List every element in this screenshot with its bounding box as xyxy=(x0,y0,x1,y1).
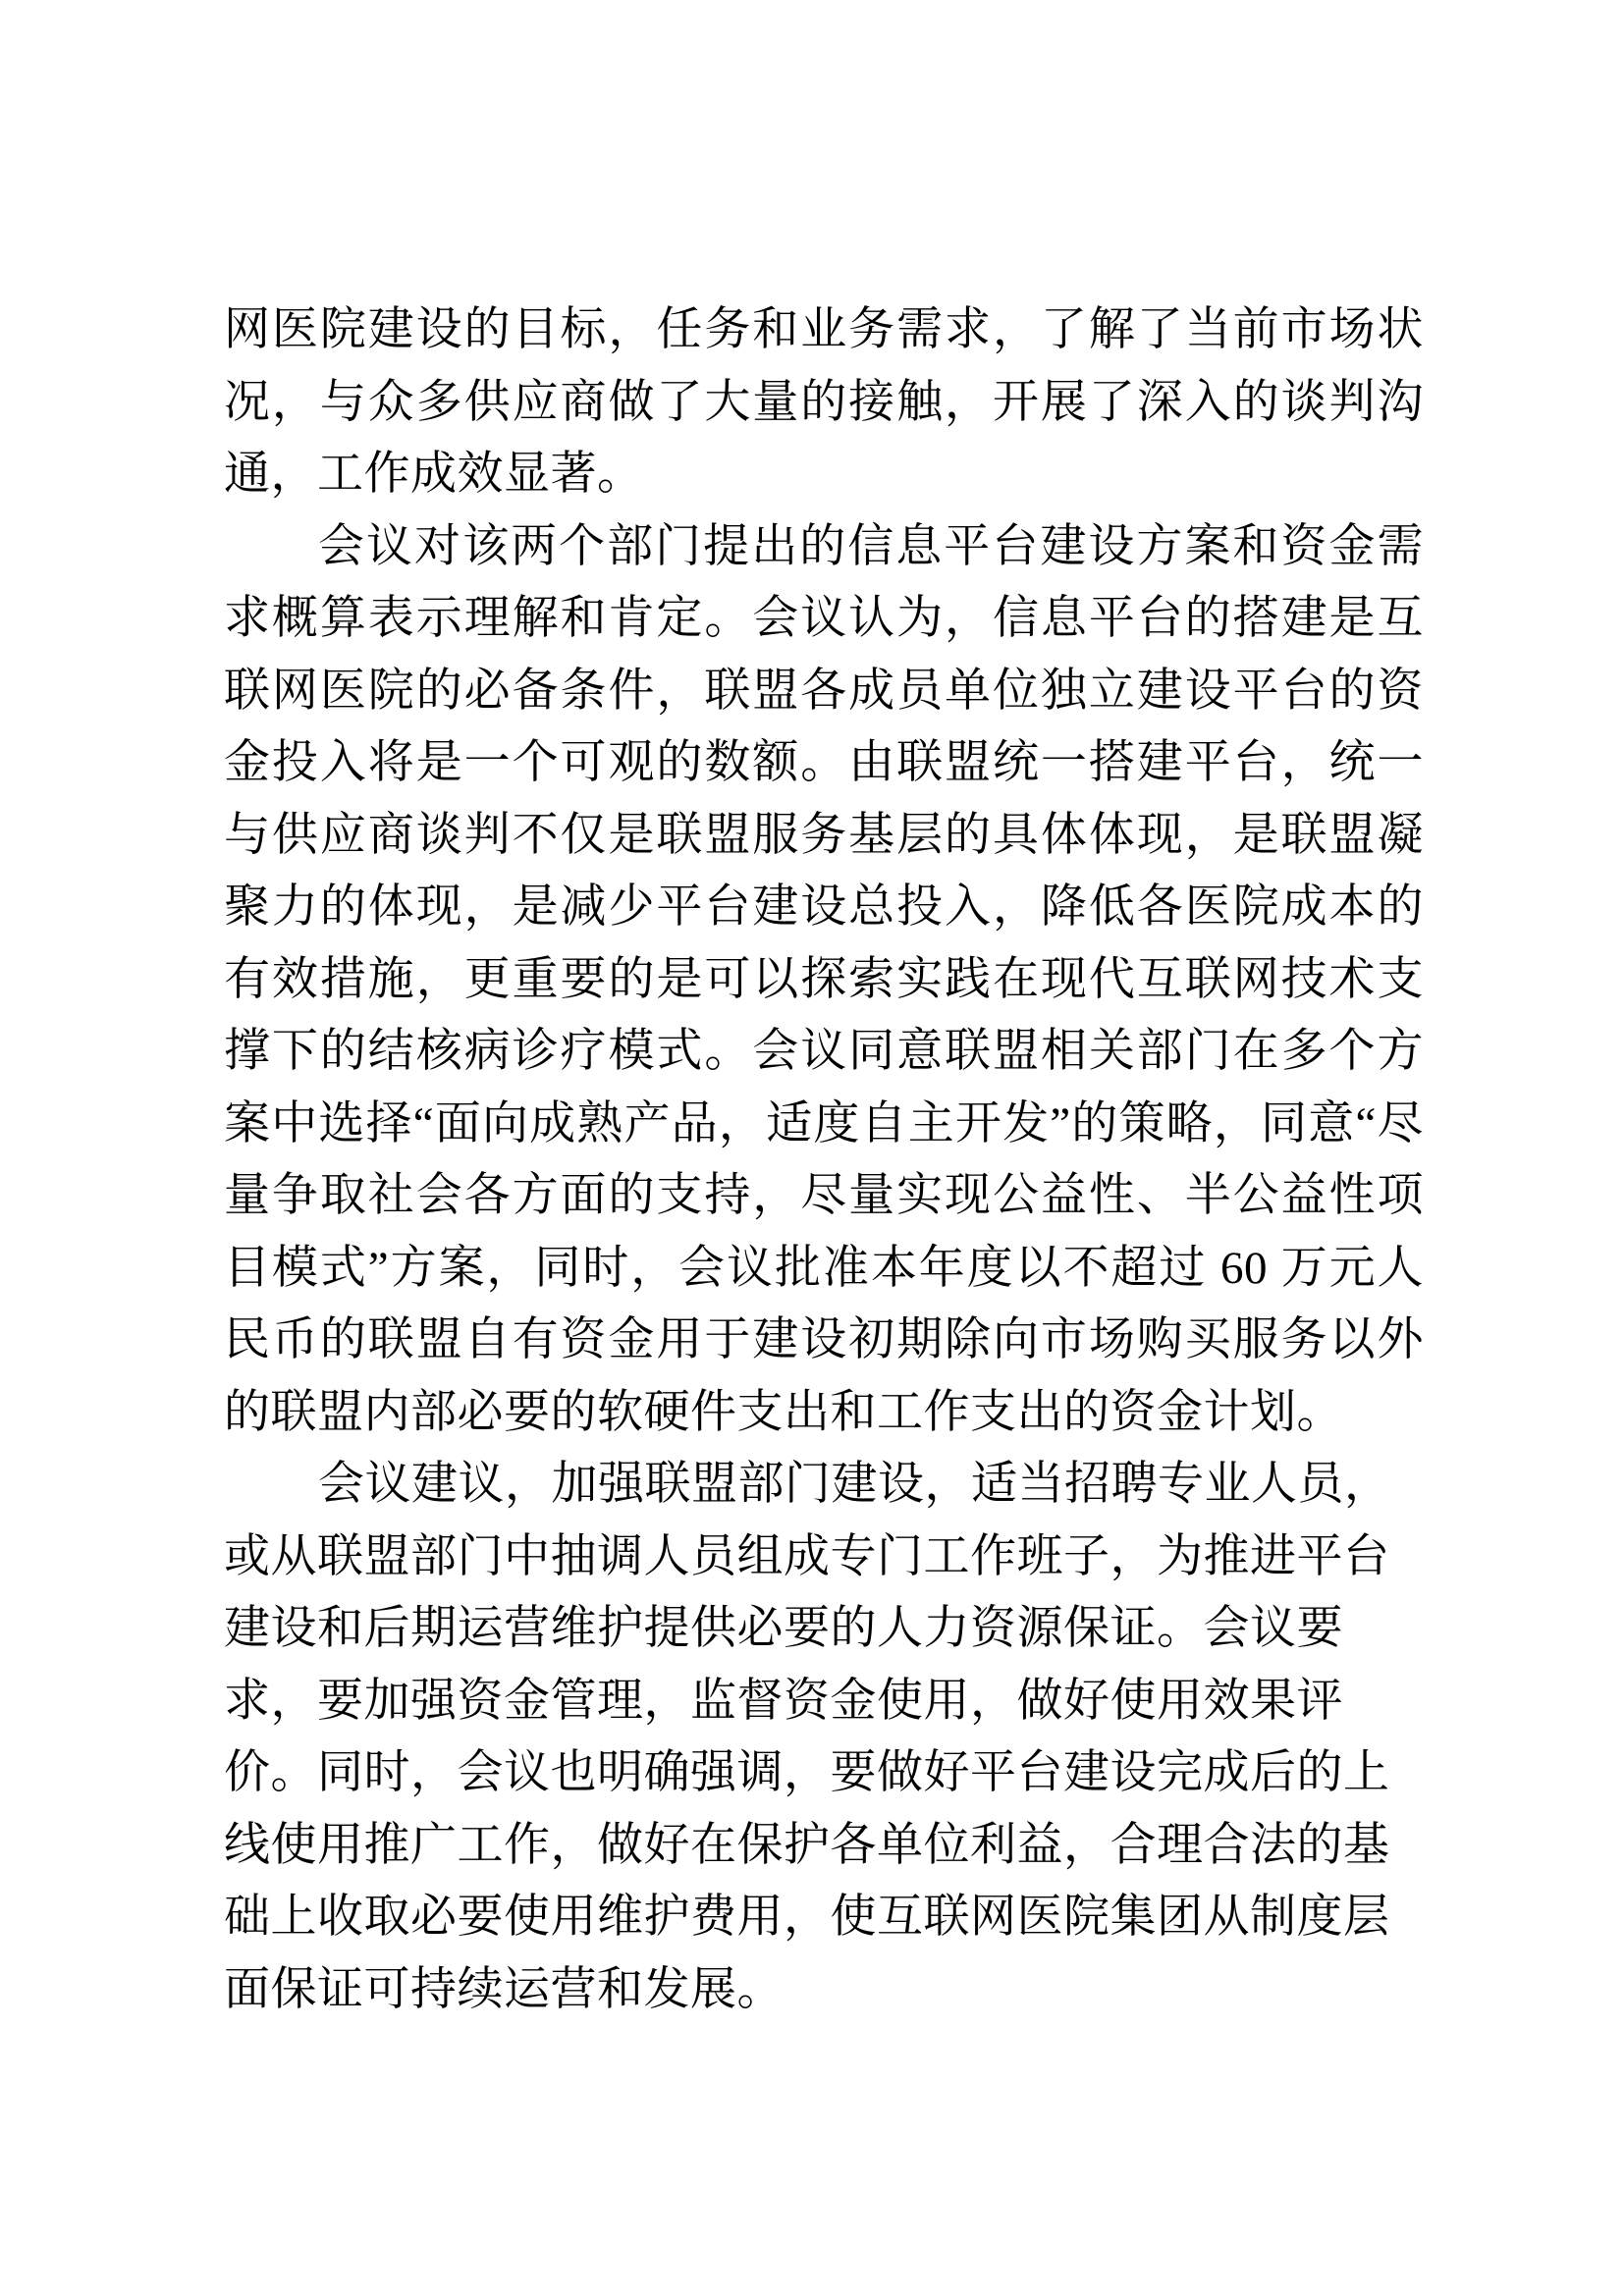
paragraph-platform-funding: 会议对该两个部门提出的信息平台建设方案和资金需求概算表示理解和肯定。会议认为，信息平台的搭建是互联网医院的必备条件，联盟各成员单位独立建设平台的资金投入将是一个可观的数额。由联盟统一搭建平台，统一与供应商谈判不仅是联盟服务基层的具体体现，是联盟凝聚力的体现，是减少平台建设总投入，降低各医院成本的有效措施，更重要的是可以探索实践在现代互联网技术支撑下的结核病诊疗模式。会议同意联盟相关部门在多个方案中选择“面向成熟产品，适度自主开发”的策略，同意“尽量争取社会各方面的支持，尽量实现公益性、半公益性项目模式”方案，同时，会议批准本年度以不超过 60 万元人民币的联盟自有资金用于建设初期除向市场购买服务以外的联盟内部必要的软硬件支出和工作支出的资金计划。 xyxy=(224,520,1425,1438)
paragraph-recommendations: 会议建议，加强联盟部门建设，适当招聘专业人员，或从联盟部门中抽调人员组成专门工作班子，为推进平台建设和后期运营维护提供必要的人力资源保证。会议要求，要加强资金管理，监督资金使用，做好使用效果评价。同时，会议也明确强调，要做好平台建设完成后的上线使用推广工作，做好在保护各单位利益，合理合法的基础上收取必要使用维护费用，使互联网医院集团从制度层面保证可持续运营和发展。 xyxy=(224,1459,1391,2015)
paragraph-continuation: 网医院建设的目标，任务和业务需求，了解了当前市场状况，与众多供应商做了大量的接触，开展了深入的谈判沟通，工作成效显著。 xyxy=(224,304,1424,500)
document-text-body xyxy=(224,294,1424,2026)
